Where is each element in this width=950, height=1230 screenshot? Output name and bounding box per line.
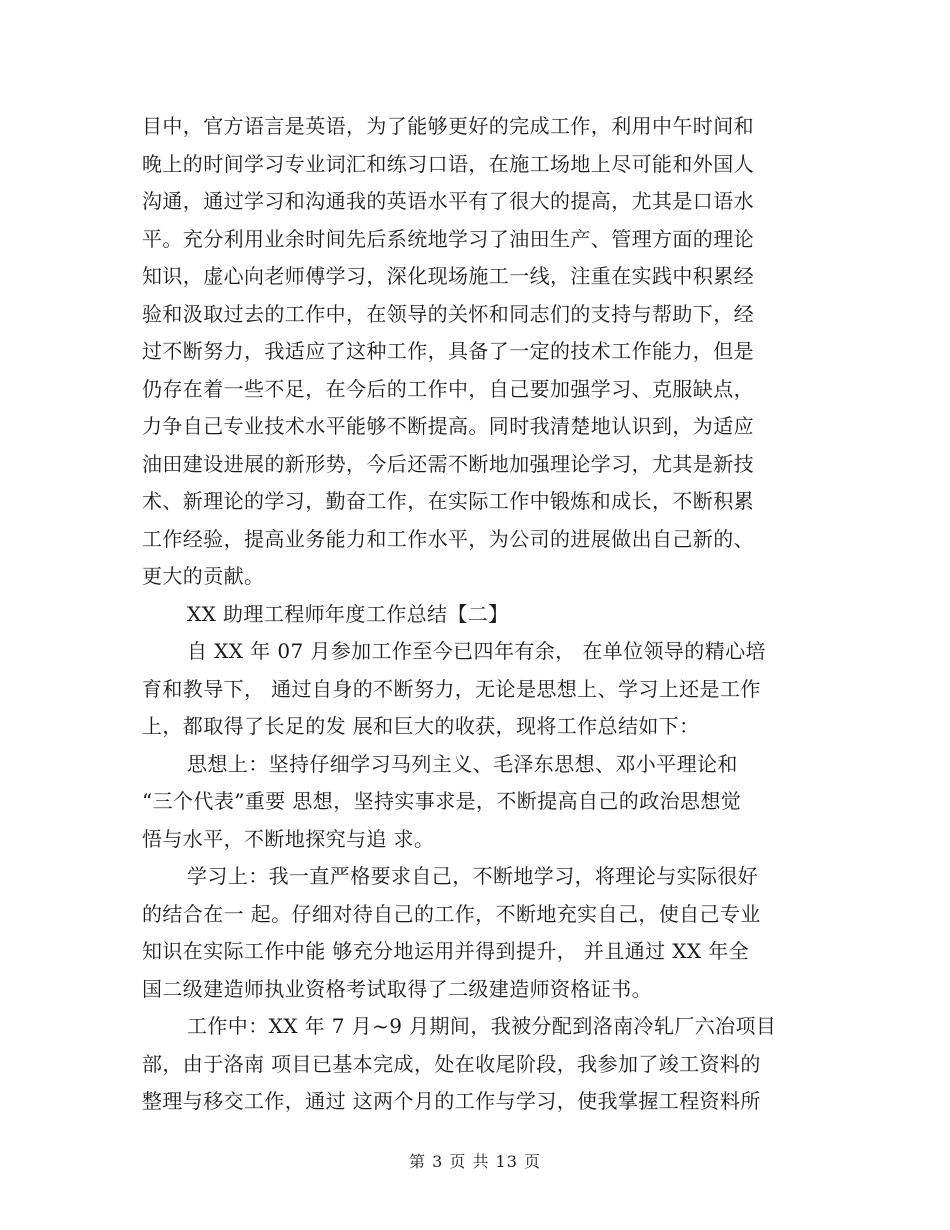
text-line: 悟与水平，不断地探究与追 求。: [142, 826, 435, 851]
text-line: “三个代表”重要 思想，坚持实事求是，不断提高自己的政治思想觉: [142, 789, 742, 813]
text-line: 油田建设进展的新形势，今后还需不断地加强理论学习，尤其是新技: [142, 451, 754, 476]
paragraph-start-line: 自 XX 年 07 月参加工作至今已四年有余， 在单位领导的精心培: [187, 639, 766, 663]
text-line: 更大的贡献。: [142, 564, 265, 588]
text-line: 仍存在着一些不足，在今后的工作中，自己要加强学习、克服缺点，: [142, 376, 754, 401]
text-line: 沟通，通过学习和沟通我的英语水平有了很大的提高，尤其是口语水: [142, 189, 754, 213]
text-line: 目中，官方语言是英语，为了能够更好的完成工作，利用中午时间和: [142, 114, 754, 138]
text-line: 工作经验，提高业务能力和工作水平，为公司的进展做出自己新的、: [142, 526, 754, 551]
text-line: 的结合在一 起。仔细对待自己的工作，不断地充实自己，使自己专业: [142, 901, 761, 926]
text-line: 力争自己专业技术水平能够不断提高。同时我清楚地认识到，为适应: [142, 414, 754, 438]
text-line: 整理与移交工作，通过 这两个月的工作与学习，使我掌握工程资料所: [142, 1089, 761, 1113]
paragraph-start-line: XX 助理工程师年度工作总结【二】: [187, 601, 509, 626]
text-line: 平。充分利用业余时间先后系统地学习了油田生产、管理方面的理论: [142, 226, 754, 251]
text-line: 知识，虚心向老师傅学习，深化现场施工一线，注重在实践中积累经: [142, 264, 754, 288]
document-body: [142, 108, 807, 1121]
paragraph-start-line: 学习上：我一直严格要求自己，不断地学习，将理论与实际很好: [187, 864, 759, 888]
text-line: 国二级建造师执业资格考试取得了二级建造师资格证书。: [142, 976, 652, 1001]
text-line: 知识在实际工作中能 够充分地运用并得到提升， 并且通过 XX 年全: [142, 939, 750, 963]
text-line: 验和汲取过去的工作中，在领导的关怀和同志们的支持与帮助下，经: [142, 301, 754, 326]
text-line: 上，都取得了长足的发 展和巨大的收获，现将工作总结如下：: [142, 714, 700, 738]
text-line: 晚上的时间学习专业词汇和练习口语，在施工场地上尽可能和外国人: [142, 151, 754, 176]
text-line: 术、新理论的学习，勤奋工作，在实际工作中锻炼和成长，不断积累: [142, 489, 754, 513]
page-footer: 第 3 页 共 13 页: [409, 1152, 541, 1171]
paragraph-start-line: 思想上：坚持仔细学习马列主义、毛泽东思想、邓小平理论和: [187, 751, 738, 776]
paragraph-start-line: 工作中：XX 年 7 月~9 月期间，我被分配到洛南冷轧厂六冶项目: [187, 1014, 777, 1038]
text-line: 部，由于洛南 项目已基本完成，处在收尾阶段，我参加了竣工资料的: [142, 1051, 761, 1076]
text-line: 育和教导下， 通过自身的不断努力，无论是思想上、学习上还是工作: [142, 676, 761, 701]
text-line: 过不断努力，我适应了这种工作，具备了一定的技术工作能力，但是: [142, 339, 754, 363]
